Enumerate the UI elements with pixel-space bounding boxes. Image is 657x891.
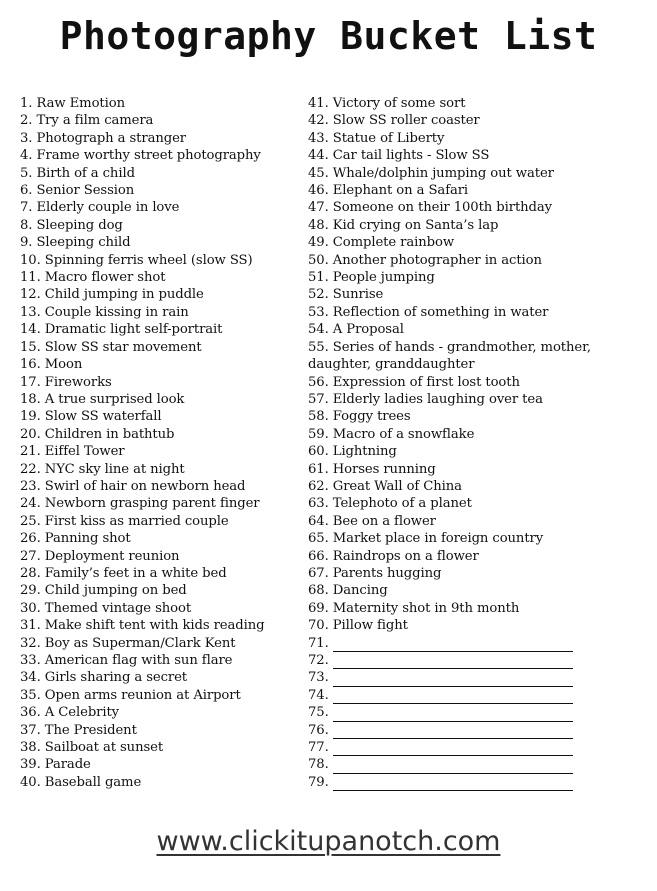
list-item [308,321,608,338]
fill-in-line [333,655,573,669]
list-item [308,408,608,425]
item-number: 65. [308,531,329,547]
list-item [20,426,308,443]
item-text: Spinning ferris wheel (slow SS) [44,252,253,268]
item-text: Macro flower shot [44,270,166,286]
item-number: 66. [308,548,329,564]
bucket-list-right-column [308,95,608,791]
blank-list-item [308,774,608,791]
item-text: Expression of first lost tooth [332,374,520,390]
list-item [308,112,608,129]
item-number: 28. [20,565,41,581]
item-number: 5. [20,165,33,181]
item-number: 20. [20,426,41,442]
item-text: Eiffel Tower [44,444,125,460]
item-number: 64. [308,513,329,529]
item-number: 36. [20,705,41,721]
item-number: 41. [308,96,329,111]
item-number: 62. [308,478,329,494]
item-number: 68. [308,583,329,599]
list-item [308,130,608,147]
fill-in-line [333,742,573,756]
item-number: 40. [20,774,41,790]
fill-in-line [333,777,573,791]
item-text: Pillow fight [332,618,408,634]
item-number: 76. [308,722,329,738]
item-text: Newborn grasping parent finger [44,496,260,512]
fill-in-line [333,638,573,652]
list-item [20,548,308,565]
blank-list-item [308,652,608,669]
item-text: Photograph a stranger [36,130,186,146]
list-item [20,443,308,460]
list-item [20,391,308,408]
item-text: Telephoto of a planet [332,496,472,512]
list-item [20,95,308,112]
item-text: Series of hands - grandmother, mother, daughter, granddaughter [308,339,591,373]
item-number: 75. [308,705,329,721]
list-item [20,461,308,478]
item-number: 53. [308,304,329,320]
item-text: Victory of some sort [332,96,466,111]
list-item [20,617,308,634]
list-item [20,495,308,512]
item-text: Deployment reunion [44,548,180,564]
item-text: Child jumping in puddle [44,287,204,303]
item-text: American flag with sun flare [44,653,233,668]
list-item [20,269,308,286]
list-item [308,339,598,374]
item-text: Raw Emotion [36,96,125,111]
list-item [20,513,308,530]
item-text: Themed vintage shoot [44,600,192,616]
list-item [20,408,308,425]
item-text: Elderly couple in love [36,200,180,216]
list-item [308,600,608,617]
list-item [20,165,308,182]
item-number: 70. [308,618,329,634]
list-item [308,391,608,408]
item-number: 60. [308,444,329,460]
item-text: First kiss as married couple [44,513,229,529]
item-number: 67. [308,565,329,581]
item-number: 21. [20,444,41,460]
item-text: Foggy trees [332,409,411,425]
item-text: Slow SS waterfall [44,409,162,425]
item-number: 9. [20,235,33,251]
list-item [20,478,308,495]
item-text: Kid crying on Santa’s lap [332,217,499,233]
item-number: 30. [20,600,41,616]
list-item [20,199,308,216]
list-item [308,286,608,303]
item-number: 29. [20,583,41,599]
item-text: Baseball game [44,774,142,790]
list-item [20,652,308,669]
item-text: A Proposal [332,322,404,338]
item-number: 61. [308,461,329,477]
item-number: 4. [20,148,33,164]
list-item [20,217,308,234]
item-number: 59. [308,426,329,442]
item-text: Great Wall of China [332,478,462,494]
list-item [20,252,308,269]
list-item [20,774,308,791]
list-item [308,234,608,251]
list-item [308,513,608,530]
list-item [308,217,608,234]
item-text: Sleeping child [36,235,131,251]
list-item [308,374,608,391]
item-number: 12. [20,287,41,303]
item-text: Panning shot [44,531,131,547]
item-text: Family’s feet in a white bed [44,565,227,581]
page-title: Photography Bucket List [59,14,598,58]
item-number: 79. [308,774,329,790]
item-number: 51. [308,270,329,286]
item-text: Dramatic light self-portrait [44,322,223,338]
item-text: Slow SS star movement [44,339,202,355]
item-text: Sailboat at sunset [44,740,164,756]
item-text: Maternity shot in 9th month [332,600,520,616]
fill-in-line [333,760,573,774]
blank-list-item [308,722,608,739]
item-number: 52. [308,287,329,303]
item-number: 45. [308,165,329,181]
item-number: 33. [20,653,41,668]
list-item [308,426,608,443]
item-number: 24. [20,496,41,512]
list-item [20,374,308,391]
item-number: 3. [20,130,33,146]
item-number: 71. [308,635,329,651]
list-item [308,269,608,286]
blank-list-item [308,704,608,721]
item-text: Girls sharing a secret [44,670,188,686]
item-number: 1. [20,96,33,111]
fill-in-line [333,690,573,704]
item-text: Someone on their 100th birthday [332,200,552,216]
list-item [20,635,308,652]
item-text: A true surprised look [44,391,185,407]
item-number: 46. [308,183,329,199]
item-number: 78. [308,757,329,773]
item-text: Senior Session [36,183,135,199]
item-text: Frame worthy street photography [36,148,261,164]
list-item [308,495,608,512]
item-number: 55. [308,339,329,355]
list-item [20,722,308,739]
list-item [20,130,308,147]
list-item [20,147,308,164]
item-number: 56. [308,374,329,390]
list-item [308,147,608,164]
item-text: Try a film camera [36,113,154,129]
item-number: 19. [20,409,41,425]
list-item [308,582,608,599]
item-text: Another photographer in action [332,252,542,268]
item-text: Dancing [332,583,388,599]
item-number: 39. [20,757,41,773]
item-number: 63. [308,496,329,512]
item-number: 10. [20,252,41,268]
item-number: 32. [20,635,41,651]
blank-list-item [308,687,608,704]
item-text: Fireworks [44,374,112,390]
item-text: Elephant on a Safari [332,183,469,199]
list-item [20,321,308,338]
item-text: Lightning [332,444,397,460]
item-number: 23. [20,478,41,494]
item-text: A Celebrity [44,705,120,721]
list-item [308,95,608,112]
item-number: 44. [308,148,329,164]
list-item [20,704,308,721]
item-text: Complete rainbow [332,235,455,251]
item-number: 57. [308,391,329,407]
list-item [20,234,308,251]
item-text: Parents hugging [332,565,442,581]
item-text: Make shift tent with kids reading [44,618,265,634]
item-number: 73. [308,670,329,686]
item-text: Boy as Superman/Clark Kent [44,635,236,651]
item-text: Sunrise [332,287,384,303]
item-text: Sleeping dog [36,217,123,233]
list-item [308,461,608,478]
item-number: 47. [308,200,329,216]
item-number: 69. [308,600,329,616]
item-text: Reflection of something in water [332,304,549,320]
bucket-list-left-column [20,95,308,791]
item-text: Slow SS roller coaster [332,113,480,129]
list-item [308,478,608,495]
list-item [308,548,608,565]
item-text: Raindrops on a flower [332,548,479,564]
item-number: 8. [20,217,33,233]
list-item [308,199,608,216]
fill-in-line [333,708,573,722]
item-text: People jumping [332,270,435,286]
list-item [308,252,608,269]
item-number: 27. [20,548,41,564]
item-number: 25. [20,513,41,529]
item-text: Whale/dolphin jumping out water [332,165,554,181]
item-number: 13. [20,304,41,320]
item-number: 11. [20,270,41,286]
item-text: Parade [44,757,91,773]
item-text: Car tail lights - Slow SS [332,148,490,164]
list-item [20,565,308,582]
item-number: 37. [20,722,41,738]
item-text: Birth of a child [36,165,135,181]
item-number: 43. [308,130,329,146]
item-number: 2. [20,113,33,129]
item-number: 35. [20,687,41,703]
list-item [20,739,308,756]
item-text: Children in bathtub [44,426,175,442]
list-item [20,339,308,356]
item-number: 42. [308,113,329,129]
item-number: 38. [20,740,41,756]
list-item [308,443,608,460]
item-text: Market place in foreign country [332,531,544,547]
item-number: 74. [308,687,329,703]
item-number: 77. [308,740,329,756]
list-item [20,582,308,599]
list-item [20,687,308,704]
item-text: Moon [44,357,83,373]
item-number: 16. [20,357,41,373]
list-item [308,617,608,634]
list-item [308,565,608,582]
item-number: 50. [308,252,329,268]
item-text: Open arms reunion at Airport [44,687,241,703]
list-item [20,286,308,303]
list-item [20,756,308,773]
item-text: Bee on a flower [332,513,436,529]
item-text: Statue of Liberty [332,130,445,146]
item-text: The President [44,722,137,738]
item-text: Swirl of hair on newborn head [44,478,246,494]
list-item [20,669,308,686]
list-item [308,530,608,547]
item-number: 54. [308,322,329,338]
item-number: 72. [308,653,329,668]
list-item [20,600,308,617]
item-number: 34. [20,670,41,686]
list-item [20,530,308,547]
blank-list-item [308,635,608,652]
item-text: Child jumping on bed [44,583,187,599]
website-url: www.clickitupanotch.com [156,826,501,857]
list-item [20,182,308,199]
website-footer [0,826,657,857]
item-text: Horses running [332,461,436,477]
item-text: Elderly ladies laughing over tea [332,391,543,407]
item-number: 18. [20,391,41,407]
item-number: 17. [20,374,41,390]
list-item [20,356,308,373]
list-item [20,112,308,129]
list-item [308,182,608,199]
blank-list-item [308,669,608,686]
item-number: 48. [308,217,329,233]
list-item [20,304,308,321]
blank-list-item [308,739,608,756]
item-number: 6. [20,183,33,199]
list-item [308,304,608,321]
item-number: 49. [308,235,329,251]
item-number: 26. [20,531,41,547]
list-item [308,165,608,182]
item-number: 15. [20,339,41,355]
item-text: NYC sky line at night [44,461,185,477]
item-number: 7. [20,200,33,216]
item-text: Couple kissing in rain [44,304,189,320]
item-number: 31. [20,618,41,634]
item-number: 58. [308,409,329,425]
blank-list-item [308,756,608,773]
item-number: 14. [20,322,41,338]
item-number: 22. [20,461,41,477]
item-text: Macro of a snowflake [332,426,475,442]
fill-in-line [333,725,573,739]
fill-in-line [333,673,573,687]
